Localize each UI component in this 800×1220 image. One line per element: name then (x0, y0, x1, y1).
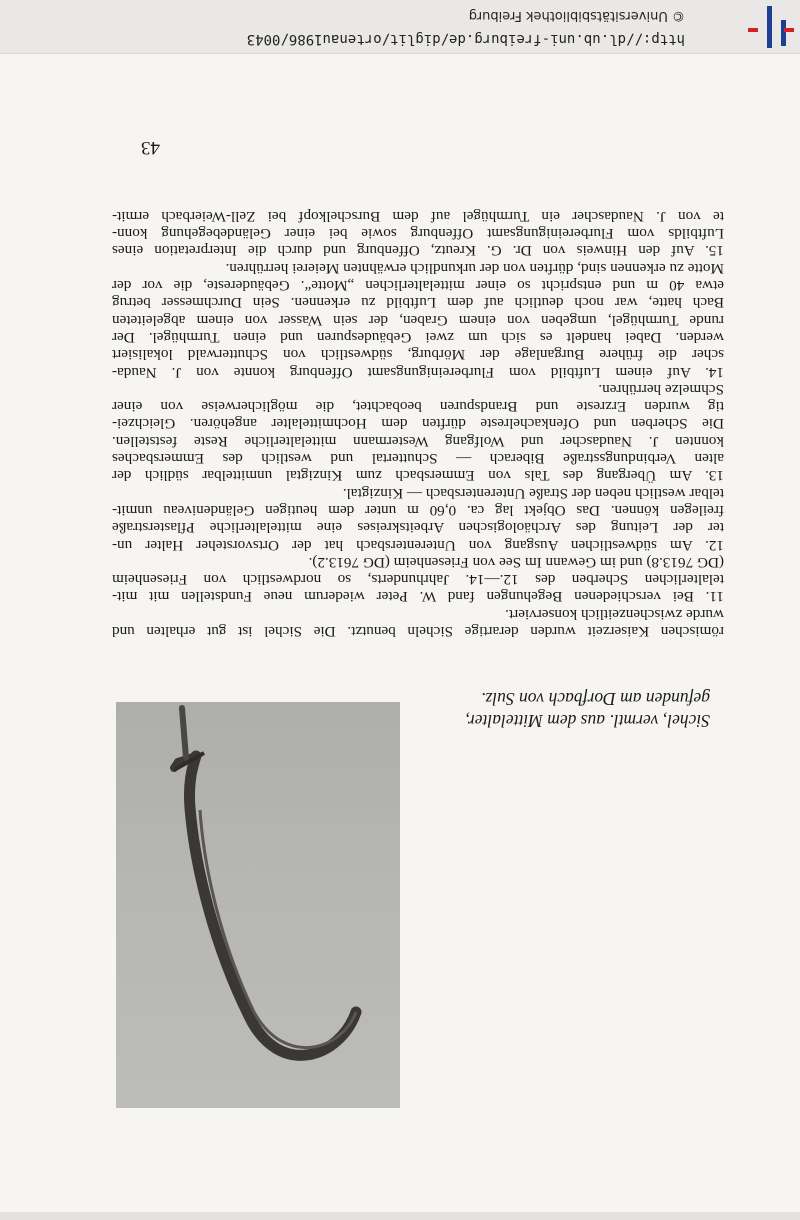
body-line: ter der Leitung des Archäologischen Arbeitskreises eine mittelalterliche Pflasterstraße (112, 519, 724, 537)
body-line: Die Scherben und Ofenkachelreste dürften dem Hochmittelalter angehören. Gleichzei- (112, 415, 724, 433)
body-line: tig wurden Erzreste und Brandspuren beobachtet, die möglicherweise von einer (112, 398, 724, 416)
body-line: 15. Auf den Hinweis von Dr. G. Kreutz, Offenburg und durch die Interpretation eines (112, 242, 724, 260)
body-line: 13. Am Übergang des Tals von Emmersbach zum Kinzigtal unmittelbar südlich der (112, 467, 724, 485)
body-line: Motte zu erkennen sind, dürften von der urkundlich erwähnten Meierei herrühren. (225, 259, 724, 277)
photo-caption (410, 688, 710, 732)
body-line: etwa 40 m und entspricht so einer mittelalterlichen „Motte“. Gebäudereste, die vor der (112, 277, 724, 295)
caption-line: Sichel, vermtl. aus dem Mittelalter, (465, 711, 710, 731)
body-line: telalterlichen Scherben des 12.—14. Jahrhunderts, so nordwestlich von Friesenheim (112, 571, 724, 589)
body-line: (DG 7613.8) und im Gewann Im See von Friesenheim (DG 7613.2). (308, 553, 724, 571)
body-line: 12. Am südwestlichen Ausgang von Unterentersbach hat der Ortsvorsteher Halter un- (112, 536, 724, 554)
body-line: telbar westlich neben der Straße Unterentersbach — Kinzigtal. (342, 484, 724, 502)
body-line: konnten J. Naudascher und Wolfgang Westermann mittelalterliche Reste feststellen. (112, 432, 724, 450)
body-line: werden. Dabei handelt es sich um zwei Gebäudespuren und einen Turmhügel. Der (112, 328, 724, 346)
body-line: freilegen können. Das Objekt lag ca. 0,60 m unter dem heutigen Geländeniveau unmit- (112, 501, 724, 519)
body-line: Luftbilds vom Flurbereinigungsamt Offenburg sowie bei einer Geländebegehung konn- (112, 225, 724, 243)
viewer-header (0, 0, 800, 54)
body-text (112, 208, 724, 640)
sickle-image-icon (116, 702, 400, 1108)
body-line: te von J. Naudascher ein Turmhügel auf dem Burschelkopf bei Zell-Weierbach ermit- (112, 207, 724, 225)
sickle-photo (116, 702, 400, 1108)
body-line: 11. Bei verschiedenen Begehungen fand W. Peter wiederum neue Fundstellen mit mit- (112, 588, 724, 606)
caption-line: gefunden am Dorfbach von Sulz. (481, 689, 710, 709)
copyright-notice: © Universitätsbibliothek Freiburg (468, 8, 685, 23)
body-line: römischen Kaiserzeit wurden derartige Sicheln benutzt. Die Sichel ist gut erhalten und (112, 623, 724, 640)
ub-freiburg-logo-icon (744, 2, 796, 52)
body-line: Bach hatte, war noch deutlich auf dem Luftbild zu erkennen. Sein Durchmesser betrug (112, 294, 724, 312)
body-line: wurde zwischenzeitlich konserviert. (505, 605, 724, 623)
body-line: Schmelze herrühren. (598, 380, 724, 398)
source-url[interactable]: http://dl.ub.uni-freiburg.de/diglit/ortenau1986/0043 (246, 31, 685, 47)
body-line: 14. Auf einem Luftbild vom Flurbereinigungsamt Offenburg konnte von J. Nauda- (112, 363, 724, 381)
body-line: alten Verbindungsstraße Biberach — Schuttertal und westlich des Emmersbaches (112, 450, 724, 468)
body-line: scher die frühere Burganlage der Mörburg, südwestlich von Schutterwald lokalisiert (112, 346, 724, 364)
body-line: runde Turmhügel, umgeben von einem Graben, der sein Wasser von einem abgeleiteten (112, 311, 724, 329)
page-number: 43 (141, 137, 160, 158)
viewer-bottom-strip (0, 1212, 800, 1220)
